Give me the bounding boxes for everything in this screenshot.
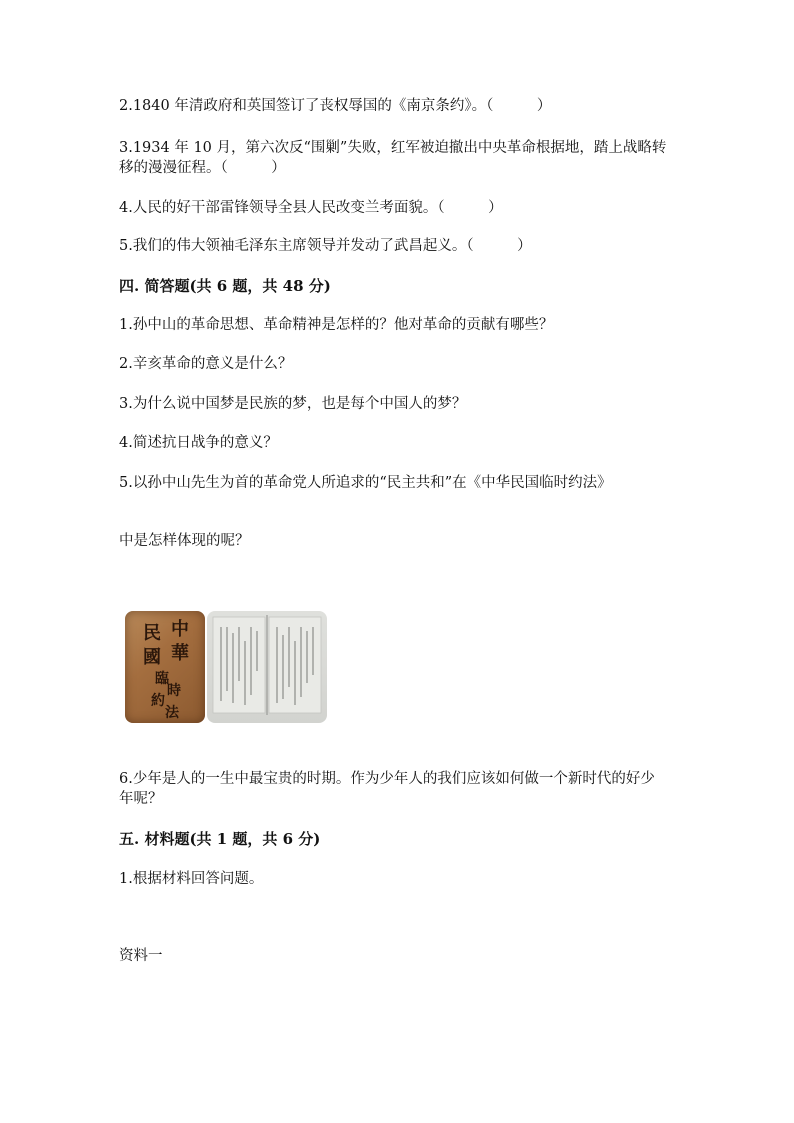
svg-text:約: 約 <box>151 693 165 709</box>
svg-text:臨: 臨 <box>155 671 169 687</box>
question-5-1: 1.根据材料回答问题。 <box>119 871 264 887</box>
material-label: 资料一 <box>119 948 163 964</box>
question-4-2: 2.辛亥革命的意义是什么？ <box>119 356 293 372</box>
svg-text:華: 華 <box>171 643 189 664</box>
question-3-4: 4.人民的好干部雷锋领导全县人民改变兰考面貌。（ ） <box>119 200 503 216</box>
svg-text:國: 國 <box>143 647 161 668</box>
question-3-2: 2.1840 年清政府和英国签订了丧权辱国的《南京条约》。（ ） <box>119 98 552 114</box>
svg-text:時: 時 <box>167 683 181 699</box>
question-3-5: 5.我们的伟大领袖毛泽东主席领导并发动了武昌起义。（ ） <box>119 238 532 254</box>
section-5-heading: 五. 材料题(共 1 题，共 6 分) <box>119 830 321 848</box>
question-4-6: 6.少年是人的一生中最宝贵的时期。作为少年人的我们应该如何做一个新时代的好少年呢？ <box>119 771 655 807</box>
provisional-constitution-photo <box>125 611 327 723</box>
book-cover-image <box>125 611 205 723</box>
question-4-5-line1: 5.以孙中山先生为首的革命党人所追求的“民主共和”在《中华民国临时约法》 <box>119 475 612 491</box>
question-4-4: 4.简述抗日战争的意义？ <box>119 435 278 451</box>
svg-text:法: 法 <box>165 705 179 721</box>
question-3-3: 3.1934 年 10 月，第六次反“围剿”失败，红军被迫撤出中央革命根据地，踏上战略转移的漫漫征程。（ ） <box>119 140 667 176</box>
question-4-1: 1.孙中山的革命思想、革命精神是怎样的？他对革命的贡献有哪些？ <box>119 317 554 333</box>
question-4-5-line2: 中是怎样体现的呢？ <box>119 533 250 549</box>
question-4-3: 3.为什么说中国梦是民族的梦，也是每个中国人的梦？ <box>119 396 467 412</box>
svg-text:中: 中 <box>171 619 189 640</box>
section-4-heading: 四. 简答题(共 6 题，共 48 分) <box>119 277 331 295</box>
open-book-image <box>207 611 327 723</box>
svg-text:民: 民 <box>143 623 161 644</box>
